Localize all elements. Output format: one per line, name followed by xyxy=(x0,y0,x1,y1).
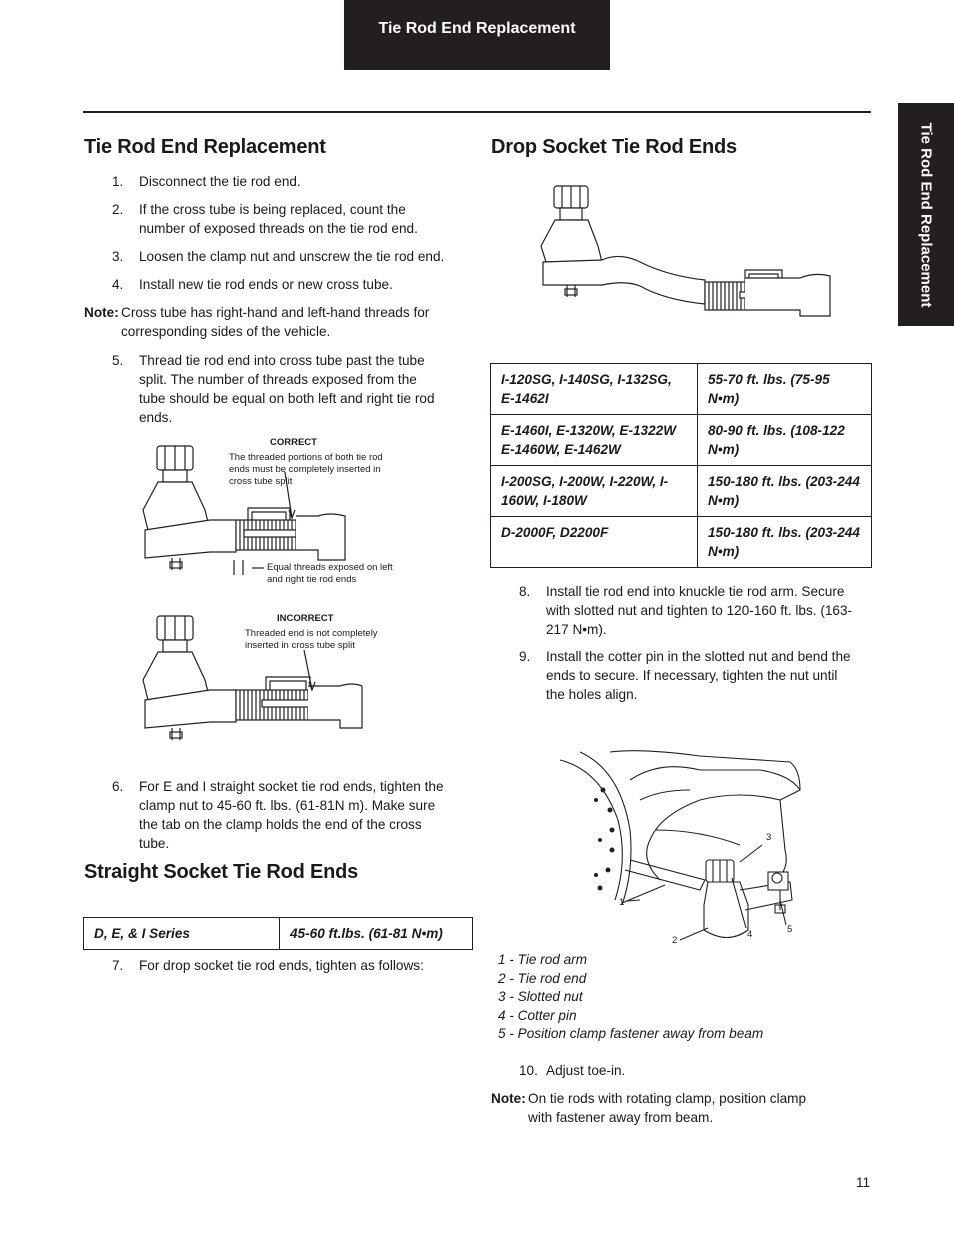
note-label: Note: xyxy=(491,1091,526,1106)
step-text: If the cross tube is being replaced, count the number of exposed threads on the tie rod end. xyxy=(139,202,418,236)
legend-item: 2 - Tie rod end xyxy=(498,970,587,986)
fig-incorrect-caption: Threaded end is not completely inserted in cross tube split xyxy=(245,628,378,651)
callout-4: 4 xyxy=(747,929,753,940)
step-number: 8. xyxy=(519,584,531,599)
step-text: Install tie rod end into knuckle tie rod arm. Secure with slotted nut and tighten to 120-160 ft. lbs. (163-217 N•m). xyxy=(546,584,853,637)
table-cell-models: I-200SG, I-200W, I-220W, I-160W, I-180W xyxy=(491,466,698,517)
fig-correct-title-text: CORRECT xyxy=(270,437,317,448)
fig-correct-equal-caption: Equal threads exposed on left and right tie rod ends xyxy=(267,562,393,585)
table-cell-torque: 80-90 ft. lbs. (108-122 N•m) xyxy=(698,415,872,466)
header-title: Tie Rod End Replacement xyxy=(378,20,576,37)
step-number: 1. xyxy=(112,174,124,189)
section-heading-straight-socket: Straight Socket Tie Rod Ends xyxy=(84,861,359,883)
table-cell-torque: 150-180 ft. lbs. (203-244 N•m) xyxy=(698,466,872,517)
note-text: On tie rods with rotating clamp, position clamp with fastener away from beam. xyxy=(528,1091,807,1125)
fig-incorrect-title-text: INCORRECT xyxy=(277,613,334,624)
note-rotating-clamp xyxy=(491,1089,841,1125)
table-cell-models: I-120SG, I-140SG, I-132SG, E-1462I xyxy=(491,364,698,415)
legend-item: 1 - Tie rod arm xyxy=(498,952,588,967)
legend-item: 5 - Position clamp fastener away from beam xyxy=(498,1026,764,1042)
step-text: Loosen the clamp nut and unscrew the tie rod end. xyxy=(139,249,445,264)
step-number: 2. xyxy=(112,202,124,217)
table-cell-models: D-2000F, D2200F xyxy=(491,517,698,568)
step-text: Thread tie rod end into cross tube past the tube split. The number of threads exposed from the tube should be equal on both left and right tie rod ends. xyxy=(139,353,435,425)
step-text: Install new tie rod ends or new cross tube. xyxy=(139,277,393,292)
section-heading-tie-rod-end: Tie Rod End Replacement xyxy=(84,136,326,158)
table-cell-series: D, E, & I Series xyxy=(84,918,280,950)
table-cell-models: E-1460I, E-1320W, E-1322W E-1460W, E-1462W xyxy=(491,415,698,466)
step-text: Install the cotter pin in the slotted nut and bend the ends to secure. If necessary, tighten the nut until the holes align. xyxy=(546,649,851,702)
page-number: 11 xyxy=(856,1175,871,1190)
step-number: 10. xyxy=(519,1063,538,1078)
side-tab-label: Tie Rod End Replacement xyxy=(917,122,935,307)
callout-5: 5 xyxy=(787,924,793,935)
note-text-content: Cross tube has right-hand and left-hand threads for corresponding sides of the vehicle. xyxy=(121,305,430,339)
fig-correct-caption: The threaded portions of both tie rod ends must be completely inserted in cross tube split xyxy=(229,452,383,487)
table-cell-torque: 55-70 ft. lbs. (75-95 N•m) xyxy=(698,364,872,415)
note-label: Note: xyxy=(84,305,119,320)
step-number: 5. xyxy=(112,353,124,368)
step-number: 4. xyxy=(112,277,124,292)
step-text: Adjust toe-in. xyxy=(546,1063,626,1078)
section-heading-drop-socket: Drop Socket Tie Rod Ends xyxy=(491,136,737,158)
step-number: 7. xyxy=(112,958,124,973)
step-text: For drop socket tie rod ends, tighten as follows: xyxy=(139,958,424,973)
table-cell-torque: 150-180 ft. lbs. (203-244 N•m) xyxy=(698,517,872,568)
step-text: Disconnect the tie rod end. xyxy=(139,174,301,189)
step-number: 9. xyxy=(519,649,531,664)
step-number: 3. xyxy=(112,249,124,264)
step-number: 6. xyxy=(112,779,124,794)
callout-3: 3 xyxy=(766,832,772,843)
figure-legend xyxy=(498,951,763,1044)
callout-2: 2 xyxy=(672,935,678,946)
step-text: For E and I straight socket tie rod ends, tighten the clamp nut to 45-60 ft. lbs. (61-81N m). Make sure the tab on the clamp holds the end of the cross tube. xyxy=(139,779,444,851)
legend-item: 4 - Cotter pin xyxy=(498,1007,577,1023)
callout-1: 1 xyxy=(619,897,625,908)
legend-item: 3 - Slotted nut xyxy=(498,989,583,1005)
table-cell-torque: 45-60 ft.lbs. (61-81 N•m) xyxy=(280,918,473,950)
